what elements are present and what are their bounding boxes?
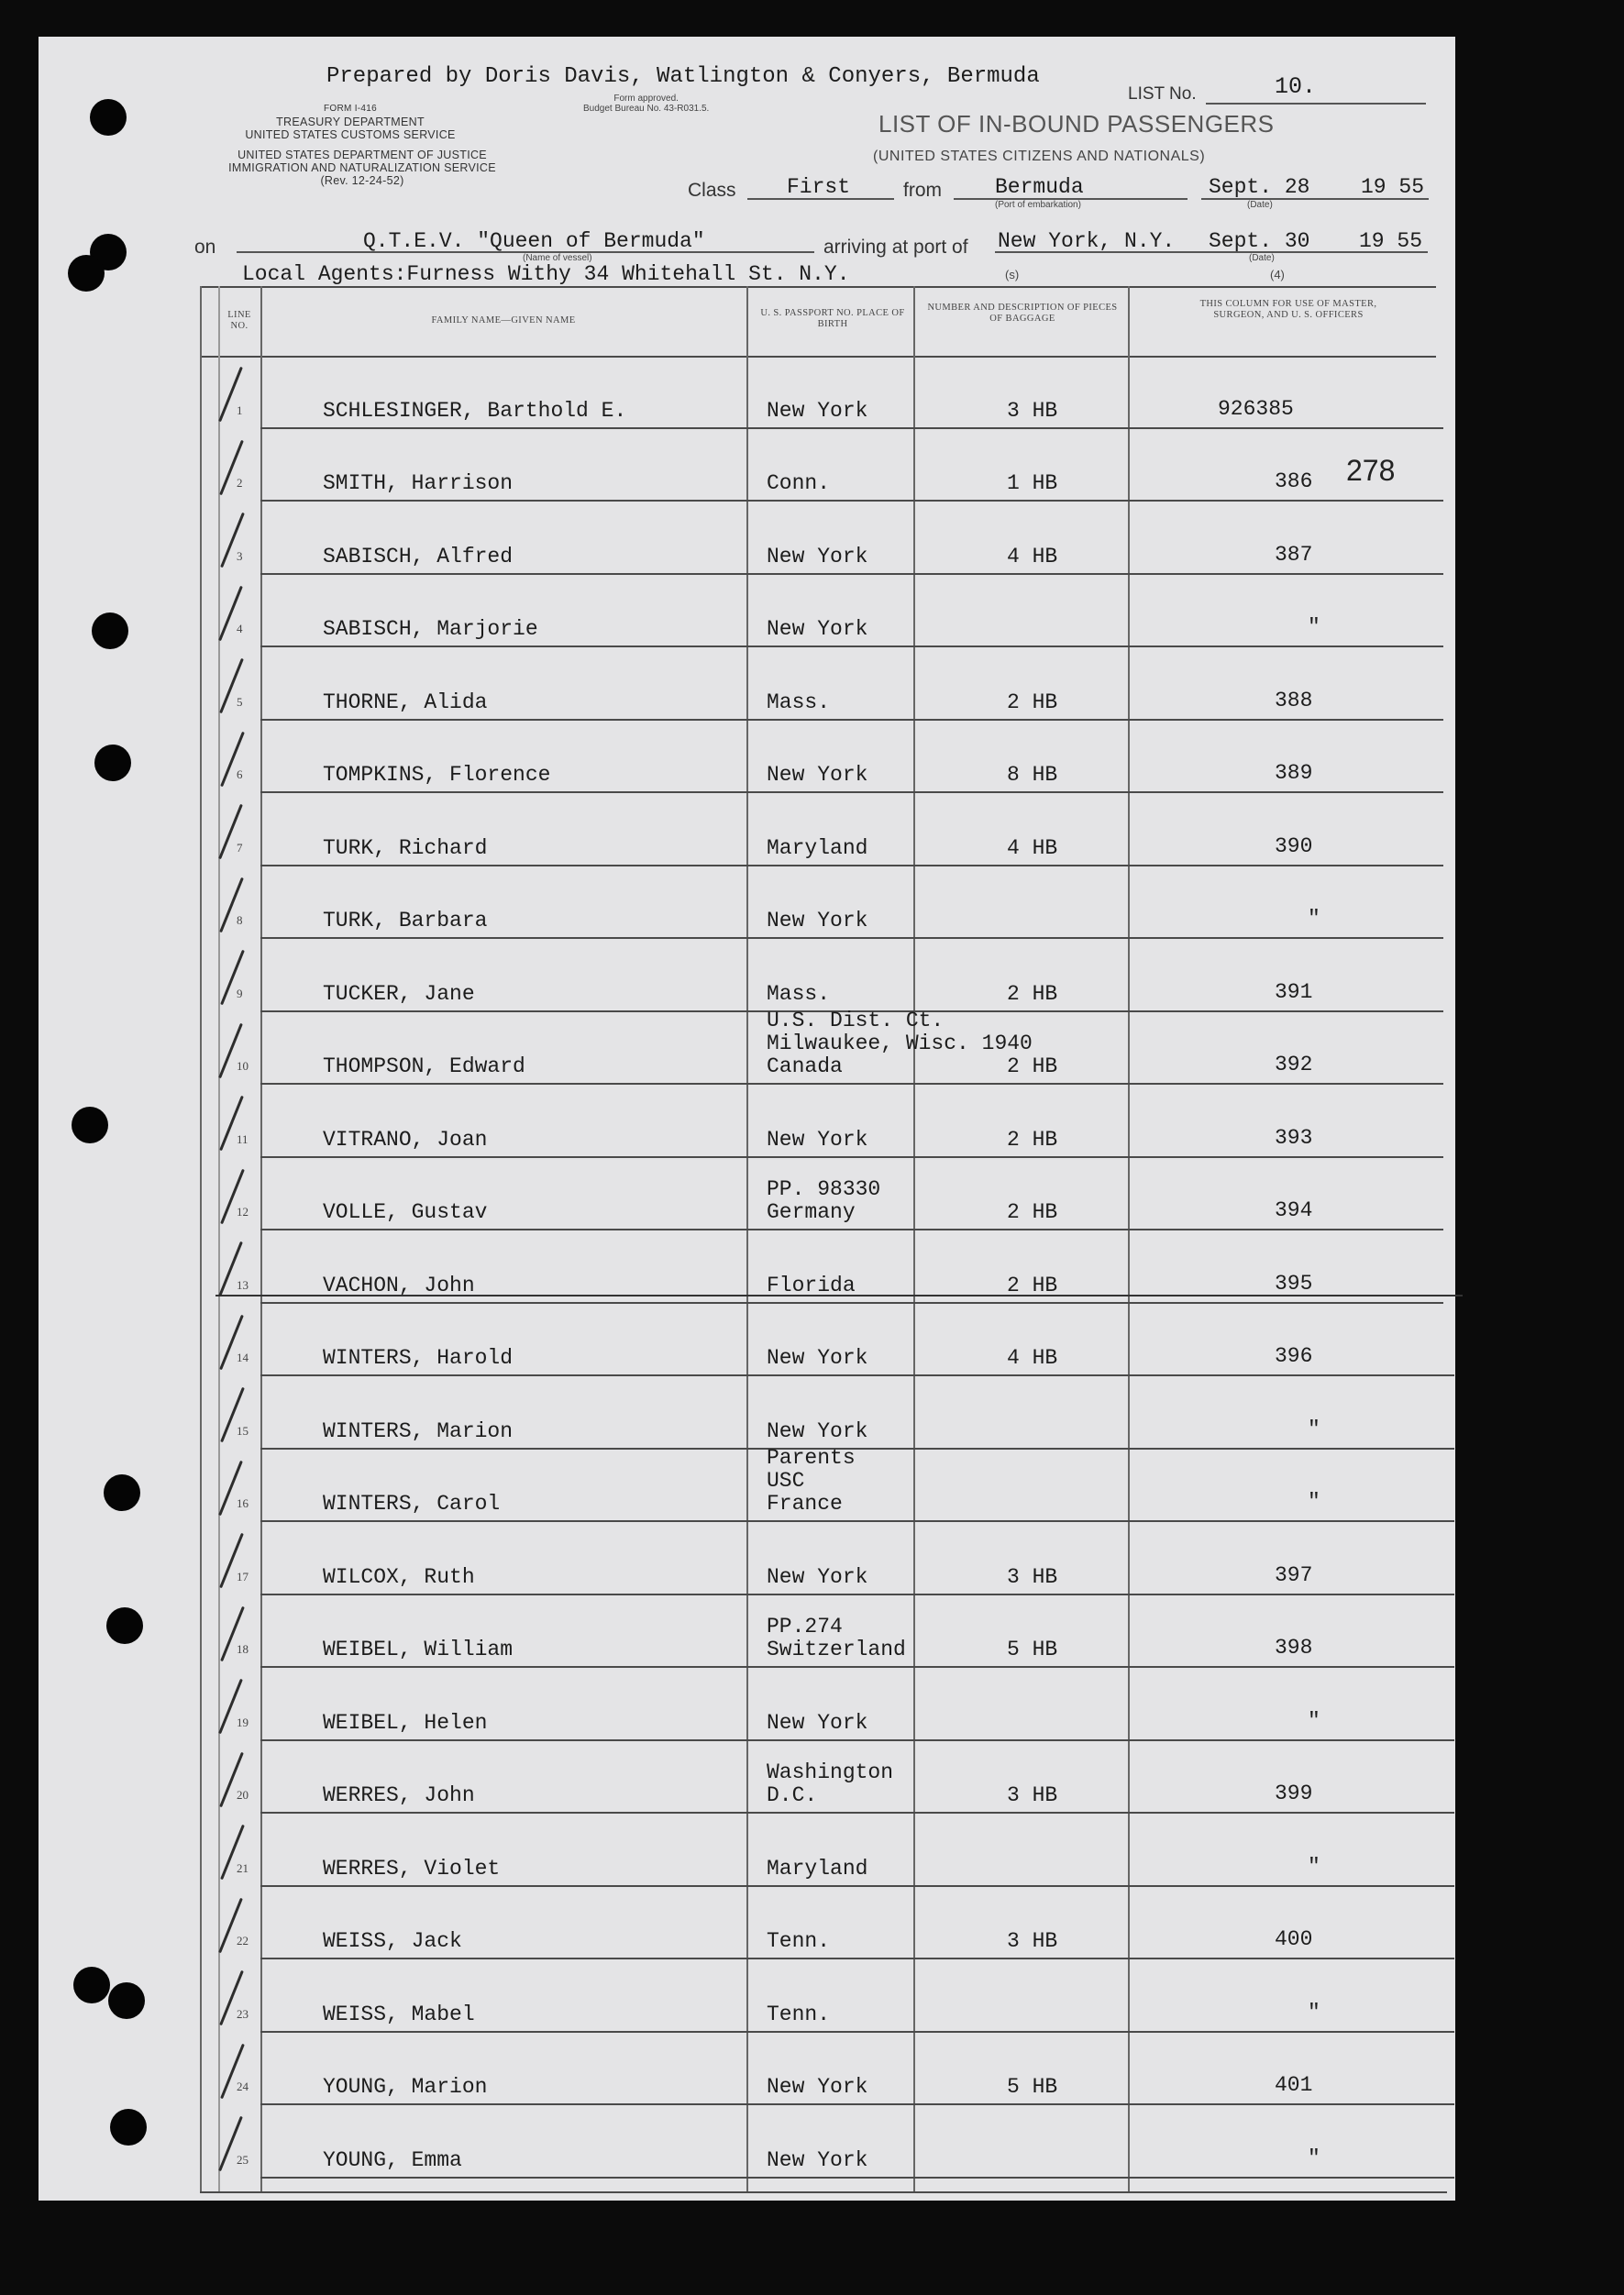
officer-number: 396 bbox=[1275, 1344, 1313, 1368]
arrival-port: New York, N.Y. bbox=[998, 229, 1176, 253]
officer-number: " bbox=[1308, 615, 1320, 639]
embark-year: 19 55 bbox=[1361, 175, 1425, 199]
department-of-justice: UNITED STATES DEPARTMENT OF JUSTICE bbox=[238, 149, 487, 161]
line-number: 9 bbox=[237, 986, 243, 1000]
row-line bbox=[260, 427, 1443, 429]
baggage: 2 HB bbox=[1007, 690, 1058, 714]
row-line bbox=[260, 791, 1443, 793]
officer-number: " bbox=[1308, 2000, 1320, 2025]
baggage: 4 HB bbox=[1007, 1346, 1058, 1370]
passenger-name: WERRES, Violet bbox=[323, 1856, 501, 1881]
passenger-name: THORNE, Alida bbox=[323, 690, 488, 714]
stamp-number: 278 bbox=[1346, 454, 1396, 487]
row-line bbox=[260, 500, 1443, 502]
passenger-name: TUCKER, Jane bbox=[323, 981, 475, 1006]
line-number: 7 bbox=[237, 840, 243, 855]
passenger-name: WEISS, Mabel bbox=[323, 2002, 475, 2026]
row-line bbox=[260, 2103, 1454, 2105]
header-line-no: LINE NO. bbox=[227, 310, 251, 331]
vessel-name: Q.T.E.V. "Queen of Bermuda" bbox=[363, 229, 705, 253]
baggage: 3 HB bbox=[1007, 1564, 1058, 1589]
arriving-label: arriving at port of bbox=[823, 237, 968, 258]
line-number: 16 bbox=[237, 1496, 249, 1510]
officer-number: 399 bbox=[1275, 1782, 1313, 1805]
passenger-name: YOUNG, Emma bbox=[323, 2147, 462, 2172]
officer-number: 401 bbox=[1275, 2073, 1313, 2097]
passport-birthplace: New York bbox=[767, 1346, 868, 1370]
baggage: 5 HB bbox=[1007, 2075, 1058, 2099]
passenger-name: SABISCH, Marjorie bbox=[323, 617, 538, 641]
row-line bbox=[260, 1083, 1443, 1085]
line-number: 1 bbox=[237, 403, 243, 417]
passport-birthplace: New York bbox=[767, 1127, 868, 1152]
baggage: 2 HB bbox=[1007, 1054, 1058, 1078]
form-block-justice bbox=[183, 149, 541, 187]
passport-birthplace: Conn. bbox=[767, 471, 831, 495]
passport-birthplace: New York bbox=[767, 1564, 868, 1589]
passport-birthplace: New York bbox=[767, 1418, 868, 1443]
passenger-name: SMITH, Harrison bbox=[323, 471, 514, 495]
passenger-name: WEISS, Jack bbox=[323, 1929, 462, 1953]
baggage: 3 HB bbox=[1007, 1783, 1058, 1807]
from-label: from bbox=[903, 180, 942, 201]
header-passport: U. S. PASSPORT NO. PLACE OF BIRTH bbox=[760, 308, 905, 329]
local-agents-line: Local Agents:Furness Withy 34 Whitehall St. N.Y. bbox=[242, 262, 850, 286]
passenger-name: WILCOX, Ruth bbox=[323, 1564, 475, 1589]
line-number: 2 bbox=[237, 476, 243, 490]
line-number: 8 bbox=[237, 913, 243, 927]
punch-hole bbox=[72, 1107, 108, 1143]
line-number: 12 bbox=[237, 1205, 249, 1219]
class-underline bbox=[747, 198, 894, 200]
officer-number: 397 bbox=[1275, 1562, 1313, 1587]
header-bottom-border bbox=[200, 356, 1436, 358]
table-bottom-border bbox=[200, 2191, 1447, 2193]
passport-birthplace: New York bbox=[767, 2075, 868, 2099]
line-number: 18 bbox=[237, 1642, 249, 1656]
officer-number: " bbox=[1308, 1417, 1320, 1441]
passenger-name: VOLLE, Gustav bbox=[323, 1200, 488, 1224]
baggage: 8 HB bbox=[1007, 763, 1058, 787]
officer-number: " bbox=[1308, 1490, 1320, 1514]
line-number: 14 bbox=[237, 1351, 249, 1364]
officer-number: 398 bbox=[1275, 1636, 1313, 1660]
vessel-caption: (Name of vessel) bbox=[523, 253, 592, 263]
passenger-name: TURK, Barbara bbox=[323, 909, 488, 932]
row-line bbox=[260, 2031, 1454, 2033]
row-line bbox=[260, 1885, 1454, 1887]
header-officers: THIS COLUMN FOR USE OF MASTER, SURGEON, AND U. S. OFFICERS bbox=[1199, 299, 1377, 320]
punch-hole bbox=[110, 2109, 147, 2146]
line-number: 13 bbox=[237, 1277, 249, 1292]
list-no-underline bbox=[1206, 103, 1426, 105]
punch-hole bbox=[73, 1967, 110, 2003]
line-number: 5 bbox=[237, 694, 243, 709]
form-title: LIST OF IN-BOUND PASSENGERS bbox=[878, 110, 1275, 138]
table-top-border bbox=[200, 286, 1436, 288]
passenger-name: WEIBEL, Helen bbox=[323, 1710, 488, 1735]
baggage: 2 HB bbox=[1007, 1127, 1058, 1152]
footnote-mark-1: (s) bbox=[1005, 268, 1020, 281]
line-number: 19 bbox=[237, 1715, 249, 1729]
punch-hole bbox=[90, 99, 127, 136]
passport-birthplace: Maryland bbox=[767, 835, 868, 860]
officer-number: " bbox=[1308, 2146, 1320, 2170]
row-line bbox=[260, 1812, 1454, 1814]
embark-date-caption: (Date) bbox=[1247, 200, 1273, 210]
passenger-name: WINTERS, Marion bbox=[323, 1418, 514, 1443]
baggage: 5 HB bbox=[1007, 1638, 1058, 1661]
row-line bbox=[260, 1448, 1454, 1450]
line-number: 3 bbox=[237, 548, 243, 563]
from-caption: (Port of embarkation) bbox=[995, 200, 1081, 210]
arrival-date-caption: (Date) bbox=[1249, 253, 1275, 263]
baggage: 4 HB bbox=[1007, 835, 1058, 860]
treasury-department: TREASURY DEPARTMENT bbox=[276, 116, 425, 128]
row-line bbox=[260, 1958, 1454, 1959]
officer-number: 400 bbox=[1275, 1927, 1313, 1951]
line-number: 25 bbox=[237, 2152, 249, 2167]
form-number: FORM I-416 bbox=[323, 104, 377, 114]
column-divider bbox=[200, 286, 202, 2193]
footnote-mark-2: (4) bbox=[1270, 268, 1285, 281]
passport-birthplace: Tenn. bbox=[767, 2002, 831, 2026]
passenger-name: TURK, Richard bbox=[323, 835, 488, 860]
passport-birthplace: Mass. bbox=[767, 981, 831, 1006]
passport-birthplace: New York bbox=[767, 1710, 868, 1735]
from-value: Bermuda bbox=[995, 175, 1084, 199]
passport-birthplace: New York bbox=[767, 398, 868, 423]
form-revision: (Rev. 12-24-52) bbox=[320, 174, 404, 187]
officer-number: " bbox=[1308, 1854, 1320, 1879]
passenger-name: TOMPKINS, Florence bbox=[323, 763, 551, 787]
immigration-service: IMMIGRATION AND NATURALIZATION SERVICE bbox=[228, 161, 496, 174]
punch-hole bbox=[92, 612, 128, 649]
officer-number: 386 bbox=[1275, 469, 1313, 493]
header-name: FAMILY NAME—GIVEN NAME bbox=[431, 315, 576, 325]
row-line bbox=[260, 1666, 1454, 1668]
punch-hole bbox=[104, 1474, 140, 1511]
baggage: 2 HB bbox=[1007, 1200, 1058, 1224]
arrival-year: 19 55 bbox=[1359, 229, 1423, 253]
form-approved-line: Form approved. bbox=[613, 94, 679, 104]
class-value: First bbox=[787, 175, 851, 199]
baggage: 3 HB bbox=[1007, 398, 1058, 423]
embark-date-underline bbox=[1201, 198, 1429, 200]
passport-birthplace: U.S. Dist. Ct. Milwaukee, Wisc. 1940 Canada bbox=[767, 1009, 1033, 1078]
passport-birthplace: PP. 98330 Germany bbox=[767, 1177, 881, 1224]
row-line bbox=[260, 1374, 1454, 1376]
passport-birthplace: Parents USC France bbox=[767, 1446, 856, 1516]
passport-birthplace: New York bbox=[767, 763, 868, 787]
passenger-name: VITRANO, Joan bbox=[323, 1127, 488, 1152]
punch-hole bbox=[68, 255, 105, 292]
arrival-date: Sept. 30 bbox=[1209, 229, 1310, 253]
passport-birthplace: New York bbox=[767, 2147, 868, 2172]
row-line bbox=[260, 865, 1443, 866]
officer-number: 387 bbox=[1275, 542, 1313, 567]
passport-birthplace: PP.274 Switzerland bbox=[767, 1615, 906, 1661]
line-number: 6 bbox=[237, 767, 243, 781]
row-line bbox=[260, 1739, 1454, 1741]
line-number: 11 bbox=[237, 1131, 249, 1146]
passport-birthplace: Tenn. bbox=[767, 1929, 831, 1953]
form-subtitle: (UNITED STATES CITIZENS AND NATIONALS) bbox=[873, 149, 1206, 164]
officer-number: 393 bbox=[1275, 1125, 1313, 1150]
list-no-label: LIST No. bbox=[1128, 84, 1197, 104]
row-line bbox=[260, 1520, 1454, 1522]
form-approved bbox=[583, 94, 709, 114]
passenger-name: WEIBEL, William bbox=[323, 1638, 514, 1661]
officer-number: 395 bbox=[1275, 1271, 1313, 1296]
passenger-name: SCHLESINGER, Barthold E. bbox=[323, 398, 627, 423]
baggage: 1 HB bbox=[1007, 471, 1058, 495]
header-baggage: NUMBER AND DESCRIPTION OF PIECES OF BAGGAGE bbox=[927, 303, 1118, 324]
punch-hole bbox=[108, 1982, 145, 2019]
row-line bbox=[260, 645, 1443, 647]
officer-number: 392 bbox=[1275, 1053, 1313, 1076]
passenger-name: SABISCH, Alfred bbox=[323, 544, 514, 568]
on-label: on bbox=[194, 237, 216, 258]
form-block-customs bbox=[213, 103, 488, 141]
passport-birthplace: Mass. bbox=[767, 690, 831, 714]
embark-date: Sept. 28 bbox=[1209, 175, 1310, 199]
passenger-name: WINTERS, Carol bbox=[323, 1492, 501, 1516]
budget-bureau-line: Budget Bureau No. 43-R031.5. bbox=[583, 104, 710, 114]
line-number: 15 bbox=[237, 1423, 249, 1438]
row-line bbox=[260, 937, 1443, 939]
punch-hole bbox=[106, 1607, 143, 1644]
line-number: 17 bbox=[237, 1569, 249, 1583]
passenger-name: YOUNG, Marion bbox=[323, 2075, 488, 2099]
passport-birthplace: New York bbox=[767, 544, 868, 568]
officer-number: 926385 bbox=[1218, 396, 1294, 421]
officer-number: 389 bbox=[1275, 761, 1313, 785]
customs-service: UNITED STATES CUSTOMS SERVICE bbox=[245, 128, 456, 141]
row-line bbox=[260, 1156, 1443, 1158]
passenger-name: WINTERS, Harold bbox=[323, 1346, 514, 1370]
punch-hole bbox=[94, 745, 131, 781]
officer-number: " bbox=[1308, 907, 1320, 931]
arrival-underline bbox=[995, 251, 1428, 253]
row-line bbox=[260, 719, 1443, 721]
passport-birthplace: Maryland bbox=[767, 1856, 868, 1881]
class-label: Class bbox=[688, 180, 736, 201]
passenger-name: VACHON, John bbox=[323, 1273, 475, 1297]
column-divider bbox=[218, 286, 220, 2193]
passport-birthplace: New York bbox=[767, 617, 868, 641]
baggage: 2 HB bbox=[1007, 1273, 1058, 1297]
officer-number: 391 bbox=[1275, 979, 1313, 1004]
officer-number: 390 bbox=[1275, 833, 1313, 858]
prepared-by-line: Prepared by Doris Davis, Watlington & Conyers, Bermuda bbox=[326, 64, 1040, 89]
row-line bbox=[260, 1229, 1443, 1230]
line-number: 10 bbox=[237, 1059, 249, 1073]
line-number: 4 bbox=[237, 622, 243, 635]
officer-number: 388 bbox=[1275, 688, 1313, 712]
row-line bbox=[260, 2177, 1454, 2179]
line-number: 22 bbox=[237, 1934, 249, 1947]
passport-birthplace: Florida bbox=[767, 1273, 856, 1297]
row-line bbox=[260, 1594, 1454, 1595]
passenger-name: WERRES, John bbox=[323, 1783, 475, 1807]
officer-number: " bbox=[1308, 1708, 1320, 1733]
row-line bbox=[260, 573, 1443, 575]
baggage: 2 HB bbox=[1007, 981, 1058, 1006]
line-number: 20 bbox=[237, 1788, 249, 1802]
line-number: 21 bbox=[237, 1860, 249, 1875]
passport-birthplace: New York bbox=[767, 909, 868, 932]
line-number: 24 bbox=[237, 2080, 249, 2093]
row-line bbox=[260, 1302, 1443, 1304]
baggage: 3 HB bbox=[1007, 1929, 1058, 1953]
line-number: 23 bbox=[237, 2006, 249, 2021]
list-no-value: 10. bbox=[1275, 73, 1317, 100]
passenger-name: THOMPSON, Edward bbox=[323, 1054, 525, 1078]
passport-birthplace: Washington D.C. bbox=[767, 1760, 894, 1807]
officer-number: 394 bbox=[1275, 1198, 1313, 1222]
baggage: 4 HB bbox=[1007, 544, 1058, 568]
